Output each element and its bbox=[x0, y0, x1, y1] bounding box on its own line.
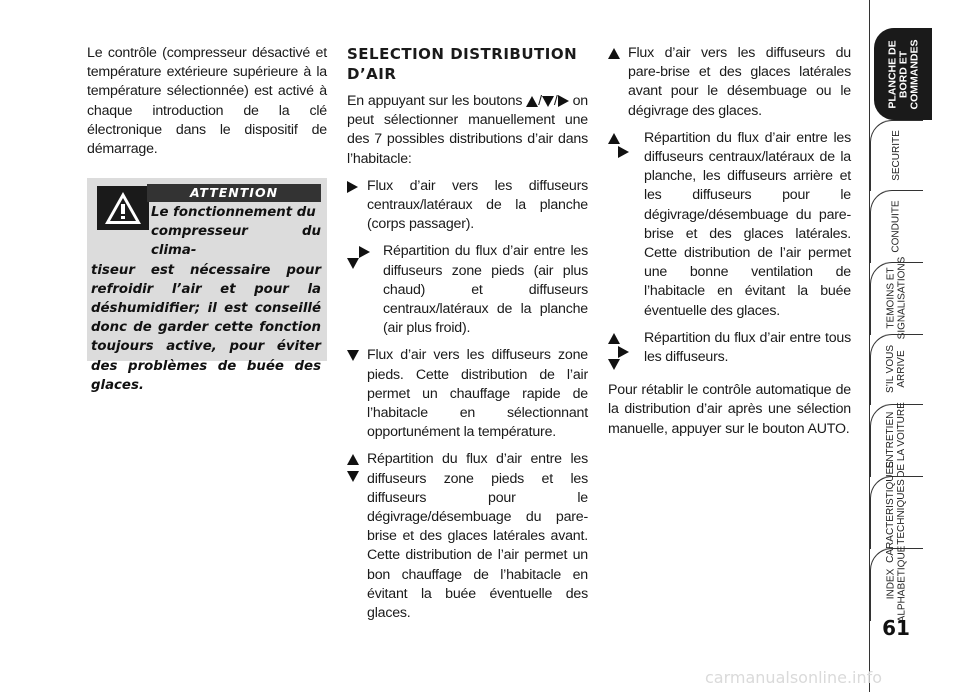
attention-line-1: Le fonctionnement du bbox=[151, 205, 316, 220]
tab-label: ENTRETIEN DE LA VOITURE bbox=[885, 402, 908, 478]
attention-line-2: compresseur du clima- bbox=[151, 224, 321, 259]
item-text: Flux d’air vers les diffuseurs zone pieds. Cette distribution de l’air permet un chauffage rapide de l’habitacle en sélectionnant opportunément la température. bbox=[367, 347, 588, 441]
tab-label: PLANCHE DE BORD ET COMMANDES bbox=[886, 39, 921, 110]
arrow-down-icon bbox=[347, 350, 359, 361]
attention-title: ATTENTION bbox=[147, 184, 321, 202]
section-heading: SELECTION DISTRIBUTION D’AIR bbox=[347, 45, 578, 83]
column-left bbox=[87, 44, 327, 159]
tab-label: CONDUITE bbox=[890, 199, 902, 253]
distribution-item bbox=[608, 329, 851, 367]
item-text: Répartition du flux d’air entre tous les diffuseurs. bbox=[644, 329, 851, 366]
tab-label: SECURITE bbox=[890, 129, 902, 181]
distribution-item bbox=[347, 242, 588, 338]
tab-planche-de-bord[interactable] bbox=[874, 28, 932, 120]
arrow-down-icon bbox=[542, 96, 554, 107]
page-number: 61 bbox=[882, 616, 910, 640]
arrow-up-icon bbox=[526, 96, 538, 107]
item-text: Flux d’air vers les diffuseurs centraux/latéraux de la planche (corps passager). bbox=[367, 177, 588, 233]
arrow-up-icon bbox=[608, 48, 620, 59]
tab-label: TEMOINS ET SIGNALISATIONS bbox=[885, 256, 907, 340]
distribution-intro: En appuyant sur les boutons / / on peut sélectionner manuellement une des 7 possibles distributions d’air dans l’habitacle: bbox=[347, 93, 588, 167]
arrow-down-icon bbox=[347, 258, 359, 269]
arrow-down-icon bbox=[608, 359, 620, 370]
arrow-right-icon bbox=[618, 146, 629, 158]
arrow-down-icon bbox=[347, 471, 359, 482]
intro-text-b: on peut sélectionner manuellement une des 7 possibles distributions d’air dans l’habitacle: bbox=[347, 93, 588, 167]
tab-label: S’IL VOUS ARRIVE bbox=[884, 345, 907, 393]
auto-paragraph: Pour rétablir le contrôle automatique de la distribution d’air après une sélection manuelle, appuyer sur le bouton AUTO. bbox=[608, 382, 851, 437]
arrow-up-icon bbox=[347, 454, 359, 465]
distribution-item bbox=[347, 177, 588, 235]
chapter-sidebar bbox=[870, 0, 960, 692]
distribution-item bbox=[347, 450, 588, 623]
arrow-right-icon bbox=[347, 181, 358, 193]
item-text: Répartition du flux d’air entre les diffuseurs zone pieds et les diffuseurs pour le dégivrage/désembuage du pare-brise et des glaces latérales avant. Cette distribution de l’air permet un bon chauffage de l’habitacle en évitant la buée éventuelle des glaces. bbox=[367, 451, 588, 622]
intro-text-a: En appuyant sur les boutons bbox=[347, 93, 523, 109]
arrow-up-icon bbox=[608, 333, 620, 344]
column-right bbox=[608, 44, 851, 439]
attention-rest: tiseur est nécessaire pour refroidir l’air et pour la déshumidifier; il est conseillé donc de garder cette fonction toujours active, pour éviter des problèmes de buée des glaces. bbox=[91, 262, 321, 393]
compressor-paragraph: Le contrôle (compresseur désactivé et température extérieure supérieure à la température sélectionnée) est activé à chaque introduction de la clé électronique dans le dispositif de démarrage. bbox=[87, 45, 327, 158]
arrow-right-icon bbox=[359, 246, 370, 258]
arrow-right-icon bbox=[618, 346, 629, 358]
tab-label: INDEX ALPHABETIQUE bbox=[885, 545, 908, 623]
watermark: carmanualsonline.info bbox=[705, 668, 883, 687]
arrow-right-icon bbox=[558, 95, 569, 107]
distribution-item bbox=[347, 346, 588, 442]
distribution-item bbox=[608, 129, 851, 321]
column-middle bbox=[347, 44, 588, 623]
distribution-item bbox=[608, 44, 851, 121]
item-text: Flux d’air vers les diffuseurs du pare-brise et des glaces latérales avant pour le désembuage ou le dégivrage des glaces. bbox=[628, 45, 851, 119]
tab-label: CARACTERISTIQUES TECHNIQUES bbox=[885, 461, 907, 563]
attention-box bbox=[87, 178, 327, 393]
arrow-up-icon bbox=[608, 133, 620, 144]
item-text: Répartition du flux d’air entre les diffuseurs centraux/latéraux de la planche, les diffuseurs arrière et les diffuseurs pour le dégivrage/désembuage du pare-brise et des glaces latérales. Cette distribution de l’air permet une bonne ventilation de l’habitacle en évitant la buée éventuelle des glaces. bbox=[644, 129, 851, 319]
item-text: Répartition du flux d’air entre les diffuseurs zone pieds (air plus chaud) et diffuseurs centraux/latéraux de la planche (air plus froid). bbox=[383, 243, 588, 337]
attention-text bbox=[91, 203, 321, 395]
